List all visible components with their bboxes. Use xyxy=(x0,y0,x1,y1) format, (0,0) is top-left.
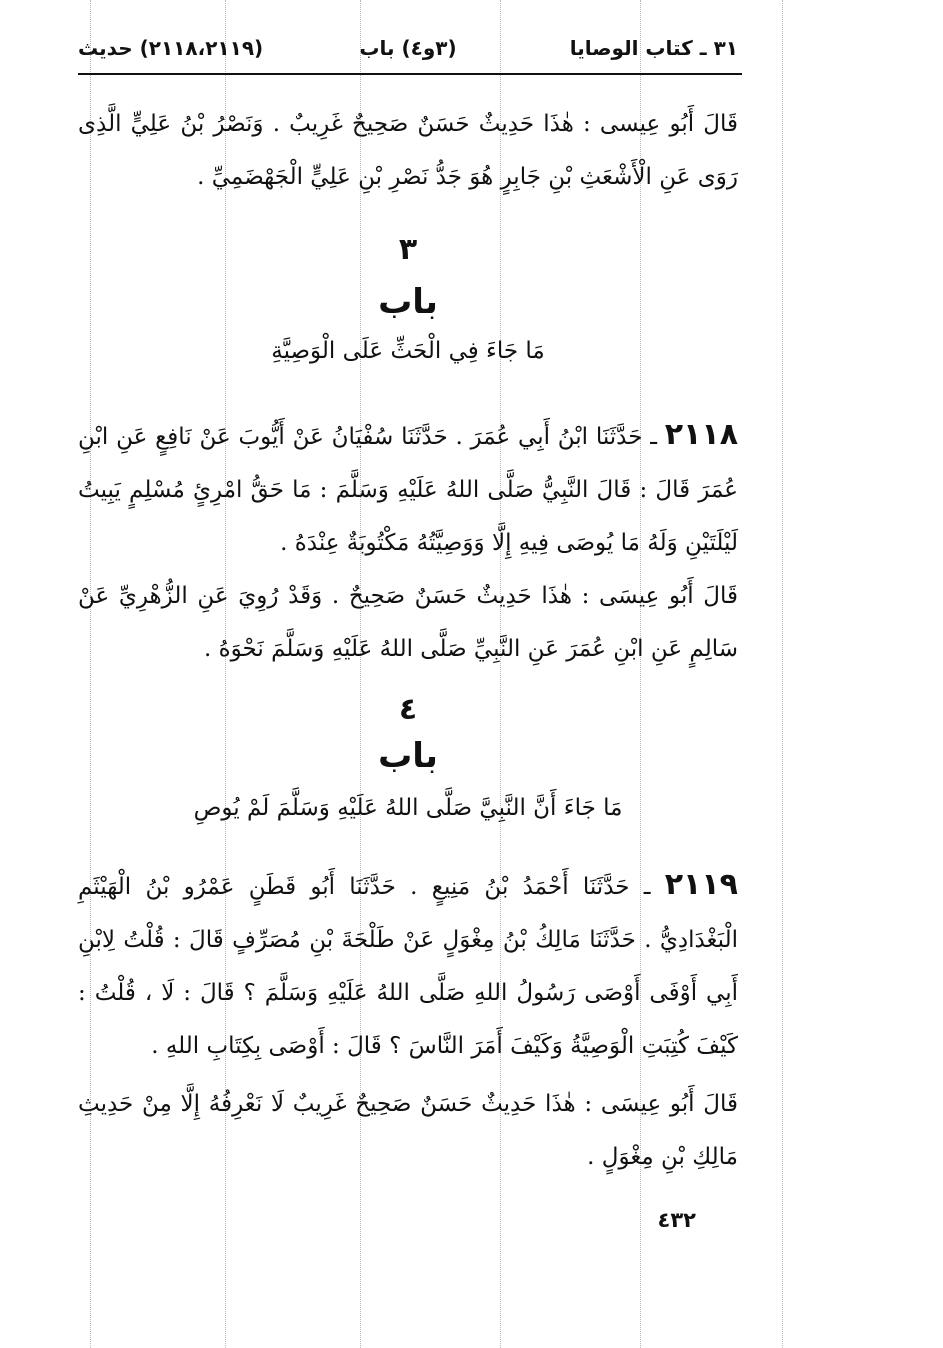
hadith-comment: قَالَ أَبُو عِيسَى : هٰذَا حَدِيثٌ حَسَنٌ صَحِيحٌ . وَقَدْ رُوِيَ عَنِ الزُّهْرِيِّ عَنْ سَالِمٍ عَنِ ابْنِ عُمَرَ عَنِ النَّبِيِّ صَلَّى اللهُ عَلَيْهِ وَسَلَّمَ نَحْوَهُ . xyxy=(78,583,738,662)
chapter-heading: باب xyxy=(378,736,438,776)
hadith-number: ٢١١٩ xyxy=(664,867,738,902)
guide-line xyxy=(782,0,783,1348)
header-book-title: ٣١ ـ كتاب الوصايا xyxy=(569,36,738,60)
chapter-title: مَا جَاءَ أَنَّ النَّبِيَّ صَلَّى اللهُ عَلَيْهِ وَسَلَّمَ لَمْ يُوصِ xyxy=(193,795,623,821)
chapter-number: ٤ xyxy=(398,692,418,727)
intro-paragraph: قَالَ أَبُو عِيسى : هٰذَا حَدِيثٌ حَسَنٌ صَحِيحٌ غَرِيبٌ . وَنَصْرُ بْنُ عَلِيٍّ الَّذِى رَوَى عَنِ الْأَشْعَثِ بْنِ جَابِرٍ هُوَ جَدُّ نَصْرِ بْنِ عَلِيٍّ الْجَهْضَمِيِّ . xyxy=(78,111,738,190)
hadith-text: ـ حَدَّثَنَا أَحْمَدُ بْنُ مَنِيعٍ . حَدَّثَنَا أَبُو قَطَنٍ عَمْرُو بْنُ الْهَيْثَمِ الْبَغْدَادِيُّ . حَدَّثَنَا مَالِكُ بْنُ مِغْوَلٍ عَنْ طَلْحَةَ بْنِ مُصَرِّفٍ قَالَ : قُلْتُ لِابْنِ أَبِي أَوْفَى أَوْصَى رَسُولُ اللهِ صَلَّى اللهُ عَلَيْهِ وَسَلَّمَ ؟ قَالَ : لَا ، قُلْتُ : كَيْفَ كُتِبَتِ الْوَصِيَّةُ وَكَيْفَ أَمَرَ النَّاسَ ؟ قَالَ : أَوْصَى بِكِتَابِ اللهِ . xyxy=(78,874,738,1059)
hadith-paragraph xyxy=(78,408,738,570)
running-header xyxy=(78,36,738,70)
hadith-paragraph xyxy=(78,858,738,1073)
chapter-heading: باب xyxy=(378,282,438,322)
book-page xyxy=(78,0,738,1348)
hadith-number: ٢١١٨ xyxy=(664,417,739,452)
hadith-comment: قَالَ أَبُو عِيسَى : هٰذَا حَدِيثٌ حَسَنٌ صَحِيحٌ غَرِيبٌ لَا نَعْرِفُهُ إِلَّا مِنْ حَدِيثِ مَالِكِ بْنِ مِغْوَلٍ . xyxy=(78,1091,738,1170)
chapter-title: مَا جَاءَ فِي الْحَثِّ عَلَى الْوَصِيَّةِ xyxy=(271,338,545,364)
page-number: ٤٣٢ xyxy=(657,1208,696,1232)
header-rule xyxy=(78,73,742,75)
header-hadith-range: (٢١١٨،٢١١٩) حديث xyxy=(78,36,264,60)
hadith-text: ـ حَدَّثَنَا ابْنُ أَبِي عُمَرَ . حَدَّثَنَا سُفْيَانُ عَنْ أَيُّوبَ عَنْ نَافِعٍ عَنِ ابْنِ عُمَرَ قَالَ : قَالَ النَّبِيُّ صَلَّى اللهُ عَلَيْهِ وَسَلَّمَ : مَا حَقُّ امْرِئٍ مُسْلِمٍ يَبِيتُ لَيْلَتَيْنِ وَلَهُ مَا يُوصَى فِيهِ إِلَّا وَوَصِيَّتُهُ مَكْتُوبَةٌ عِنْدَهُ . xyxy=(78,424,738,556)
chapter-number: ٣ xyxy=(398,232,418,267)
header-chapters: (٣و٤) باب xyxy=(359,36,457,60)
